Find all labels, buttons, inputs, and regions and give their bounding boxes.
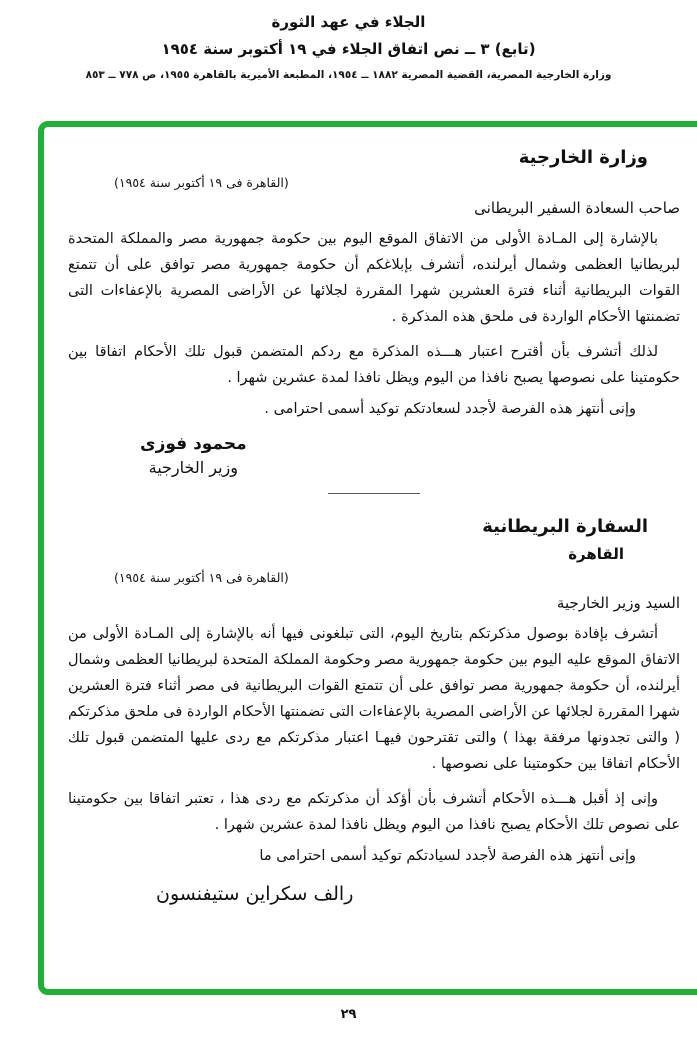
letter2-date: (القاهرة فى ١٩ أكتوبر سنة ١٩٥٤) — [114, 570, 289, 585]
letter2-signature — [68, 883, 680, 905]
section-divider — [328, 493, 420, 494]
letter2-paragraph-1: أتشرف بإفادة بوصول مذكرتكم بتاريخ اليوم، التى تبلغونى فيها أنه بالإشارة إلى المـادة الأولى من الاتفاق الموقع عليه اليوم بين حكومة جمهورية مصر وحكومة المملكة المتحدة لبريطانيا العظمى وشمال أيرلنده، أن حكومة جمهورية مصر توافق على أن تتمتع القوات البريطانية فى مصر أثناء فترة العشرين شهرا المقررة لجلائها عن الأراضى المصرية بالإعفاءات التى تضمنتها الأحكام الواردة فى ملحق مذكرتكم ( والتى تجدونها مرفقة بهذا ) والتى تقترحون فيهـا اعتبار مذكرتكم مع ردى عليها المتضمن قبول تلك الأحكام اتفاقا بين حكومتينا على نصوصها . — [68, 626, 680, 772]
letter1-date: (القاهرة فى ١٩ أكتوبر سنة ١٩٥٤) — [114, 175, 289, 190]
letter1-signature-title: وزير الخارجية — [148, 458, 238, 477]
page-number: ٢٩ — [340, 1007, 357, 1022]
document-subtitle: (تابع) ٣ ــ نص اتفاق الجلاء في ١٩ أكتوبر سنة ١٩٥٤ — [161, 40, 536, 58]
letter-british-embassy — [68, 516, 680, 905]
letter2-greeting: السيد وزير الخارجية — [556, 594, 680, 612]
letter1-signature-name: محمود فوزى — [140, 434, 247, 454]
letter2-signature-name: رالف سكراين ستيفنسون — [156, 883, 354, 905]
letter1-paragraph-2: لذلك أتشرف بأن أقترح اعتبار هـــذه المذكرة مع ردكم المتضمن قبول تلك الأحكام اتفاقا بين حكومتينا على نصوصها يصبح نافذا من اليوم ويظل نافذا لمدة عشرين شهرا . — [68, 344, 680, 386]
document-title: الجلاء في عهد الثورة — [271, 13, 426, 31]
letter1-greeting: صاحب السعادة السفير البريطانى — [474, 199, 680, 217]
letter1-paragraph-1: بالإشارة إلى المـادة الأولى من الاتفاق الموقع اليوم بين حكومة جمهورية مصر والمملكة المتحدة لبريطانيا العظمى وشمال أيرلنده، أتشرف بإبلاغكم أن حكومة جمهورية مصر توافق على أن تتمتع القوات البريطانية أثناء فترة العشرين شهرا المقررة لجلائها عن الأراضى المصرية بالإعفاءات التى تضمنتها الأحكام الواردة فى ملحق هذه المذكرة . — [68, 231, 680, 325]
letter-foreign-ministry — [68, 147, 680, 477]
letter2-closing: وإنى أنتهز هذه الفرصة لأجدد لسيادتكم توكيد أسمى احترامى ما — [259, 848, 636, 864]
letter1-signature — [68, 434, 680, 477]
letter1-sender-title: وزارة الخارجية — [518, 147, 648, 168]
document-source-citation: وزارة الخارجية المصرية، القضية المصرية ١٨٨٢ ــ ١٩٥٤، المطبعة الأميرية بالقاهرة ١٩٥٥، ص ٧٧٨ ــ ٨٥٣ — [85, 69, 612, 81]
letter1-closing: وإنى أنتهز هذه الفرصة لأجدد لسعادتكم توكيد أسمى احترامى . — [264, 401, 636, 417]
letter2-paragraph-2: وإنى إذ أقبل هـــذه الأحكام أتشرف بأن أؤكد أن مذكرتكم مع ردى هذا ، تعتبر اتفاقا بين حكومتينا على نصوص تلك الأحكام يصبح نافذا من اليوم ويظل نافذا لمدة عشرين شهرا . — [68, 791, 680, 833]
letter2-sender-city: القاهرة — [568, 545, 624, 563]
page-header — [0, 0, 697, 81]
highlight-frame — [38, 121, 697, 995]
letter2-sender-title: السفارة البريطانية — [482, 516, 648, 537]
